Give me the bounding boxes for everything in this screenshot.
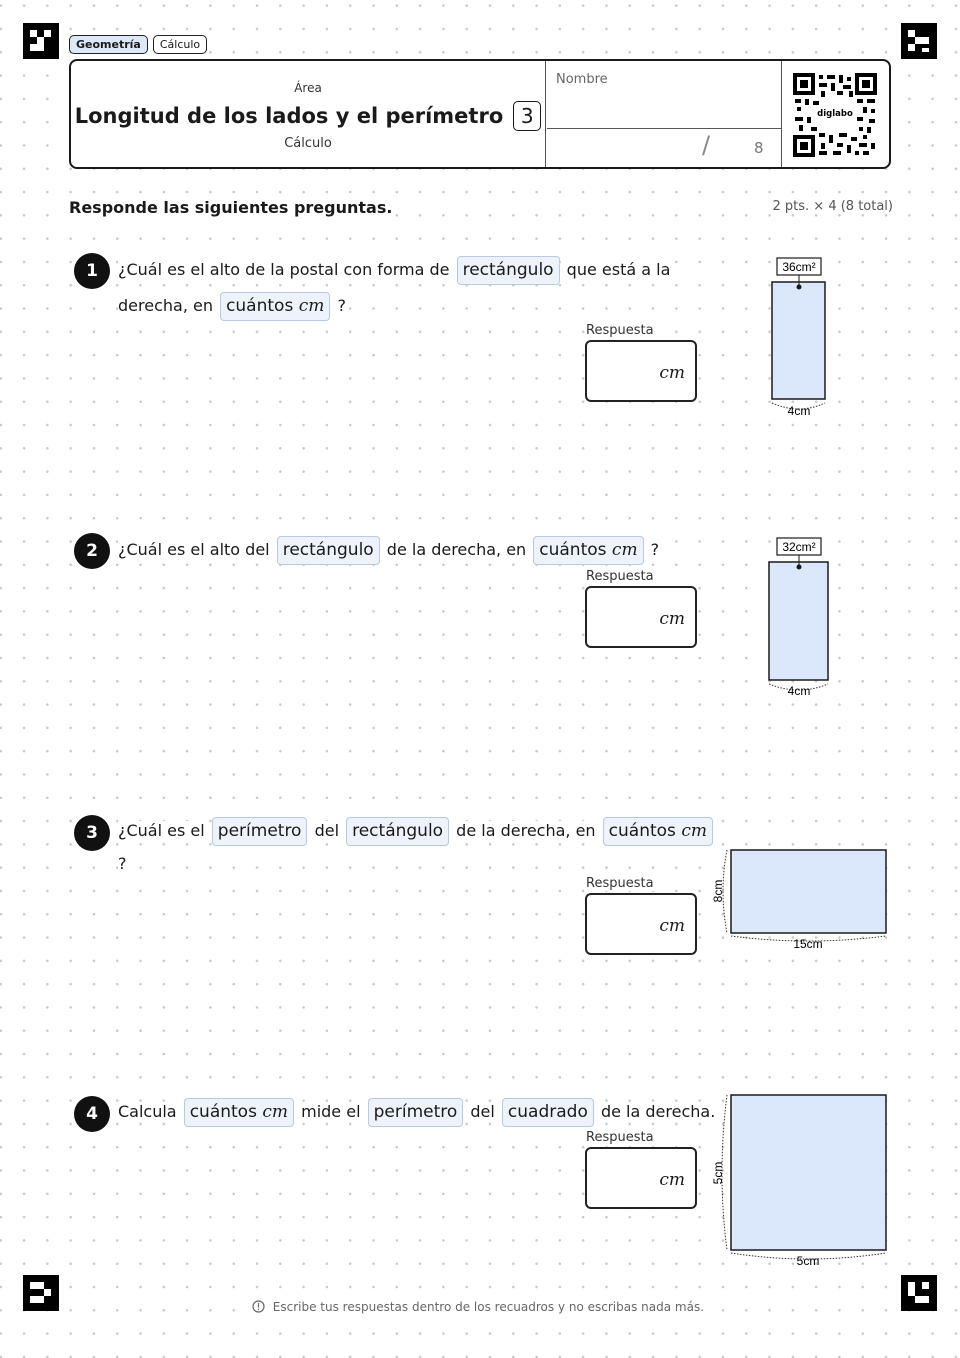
tall-rectangle-shape (769, 562, 828, 680)
footer-note (0, 1300, 960, 1314)
footer-text: Escribe tus respuestas dentro de los recuadros y no escribas nada más. (269, 1300, 708, 1314)
area-label: Área (294, 81, 322, 95)
tag-calculation: Cálculo (153, 35, 207, 54)
question-1-number: 1 (74, 253, 110, 289)
subject-tags (69, 35, 207, 54)
question-2-text-line-1: ¿Cuál es el alto del rectángulo de la derecha, en cuántos cm ? (118, 536, 659, 565)
question-1-text-line-2: derecha, en cuántos cm ? (118, 292, 346, 321)
unit-label: cm (659, 363, 685, 383)
points-info: 2 pts. × 4 (8 total) (772, 199, 893, 214)
worksheet-number: 3 (513, 101, 541, 131)
term-chip[interactable]: cuántos cm (533, 536, 643, 565)
instructions: Responde las siguientes preguntas. (69, 198, 393, 217)
corner-marker-top-right (901, 23, 937, 59)
score-field[interactable] (547, 129, 782, 167)
question-3-figure (700, 840, 900, 960)
answer-box-1[interactable] (585, 340, 697, 402)
height-label: 8cm (711, 879, 725, 903)
answer-label: Respuesta (586, 323, 654, 338)
question-4-text-line-1: Calcula cuántos cm mide el perímetro del cuadrado de la derecha. (118, 1098, 715, 1127)
question-1-text-line-1: ¿Cuál es el alto de la postal con forma de rectángulo que está a la (118, 256, 670, 285)
term-chip[interactable]: rectángulo (457, 256, 560, 285)
width-label: 4cm (787, 404, 811, 418)
answer-box-2[interactable] (585, 586, 697, 648)
area-label: 32cm² (782, 540, 816, 554)
title-block (71, 61, 546, 167)
height-label: 5cm (711, 1161, 725, 1185)
term-chip[interactable]: cuadrado (502, 1098, 594, 1127)
term-chip[interactable]: cuántos cm (184, 1098, 294, 1127)
score-total: 8 (754, 139, 764, 157)
subtitle: Cálculo (284, 136, 332, 151)
term-chip[interactable]: perímetro (368, 1098, 464, 1127)
answer-label: Respuesta (586, 569, 654, 584)
question-4-figure (700, 1085, 900, 1275)
title-text: Longitud de los lados y el perímetro (74, 104, 504, 128)
qr-code (793, 73, 877, 157)
answer-box-4[interactable] (585, 1147, 697, 1209)
width-label: 4cm (787, 684, 811, 698)
answer-box-3[interactable] (585, 893, 697, 955)
square-shape (731, 1095, 886, 1250)
name-label: Nombre (556, 72, 608, 87)
tall-rectangle-shape (772, 282, 825, 399)
wide-rectangle-shape (731, 850, 886, 933)
question-1-figure (760, 255, 840, 425)
term-chip[interactable]: rectángulo (346, 817, 449, 846)
term-chip[interactable]: perímetro (212, 817, 308, 846)
unit-label: cm (659, 916, 685, 936)
term-chip[interactable]: rectángulo (277, 536, 380, 565)
question-3-text-line-1: ¿Cuál es el perímetro del rectángulo de la derecha, en cuántos cm (118, 817, 715, 846)
worksheet-header (69, 59, 891, 169)
question-2-number: 2 (74, 533, 110, 569)
qr-brand-text: diglabo (817, 109, 853, 119)
answer-label: Respuesta (586, 876, 654, 891)
corner-marker-top-left (23, 23, 59, 59)
score-slash: / (702, 131, 711, 159)
info-icon (252, 1300, 265, 1313)
area-label: 36cm² (782, 260, 816, 274)
tag-geometry: Geometría (69, 35, 148, 54)
page-title (71, 101, 545, 131)
question-3-number: 3 (74, 815, 110, 851)
term-chip[interactable]: cuántos cm (603, 817, 713, 846)
name-field[interactable] (547, 61, 782, 129)
unit-label: cm (659, 1170, 685, 1190)
question-3-text-line-2: ? (118, 854, 127, 873)
width-label: 5cm (796, 1254, 820, 1268)
unit-label: cm (659, 609, 685, 629)
question-2-figure (760, 535, 840, 705)
answer-label: Respuesta (586, 1130, 654, 1145)
width-label: 15cm (793, 937, 823, 951)
question-4-number: 4 (74, 1096, 110, 1132)
term-chip[interactable]: cuántos cm (220, 292, 330, 321)
